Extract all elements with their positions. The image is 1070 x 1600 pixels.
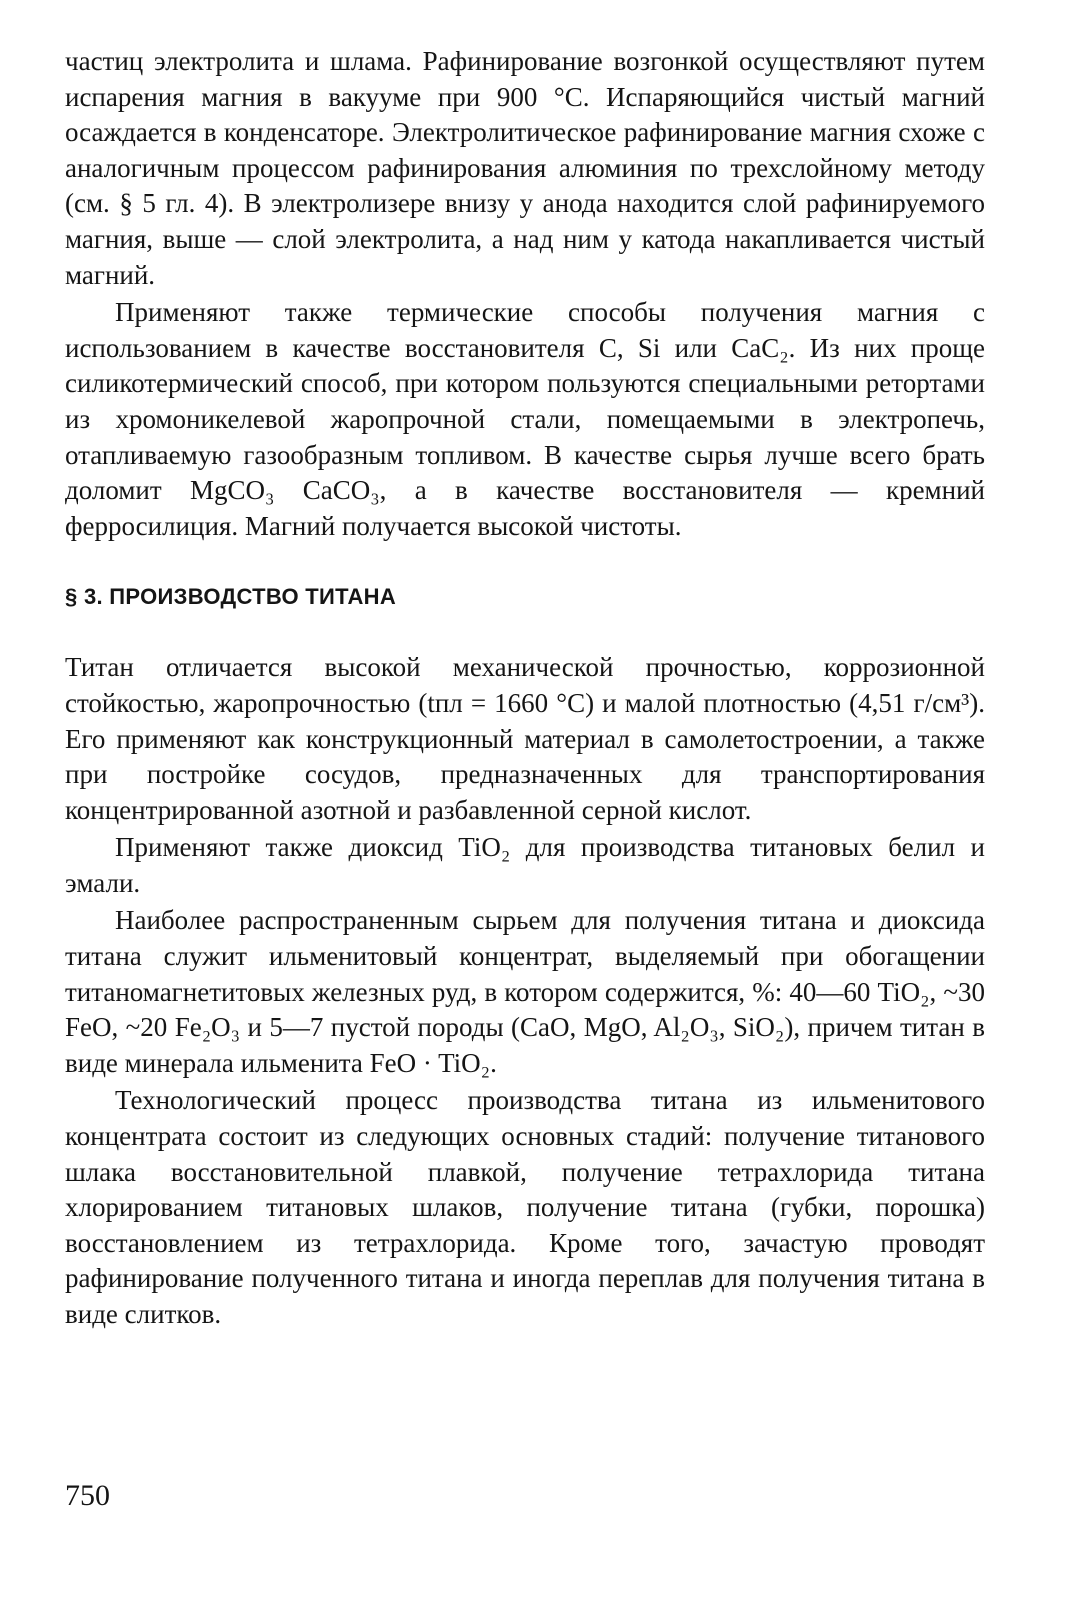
paragraph-process-stages: Технологический процесс производства титана из ильменитового концентрата состоит из следующих основных стадий: получение титанового шлака восстановительной плавкой, получение тетрахлорида титана хлорированием титановых шлаков, получение титана (губки, порошка) восстановлением из тетрахлорида. Кроме того, зачастую проводят рафинирование полученного титана и иногда переплав для получения титана в виде слитков. bbox=[65, 1085, 985, 1329]
page-number: 750 bbox=[65, 1479, 110, 1512]
section-heading: § 3. ПРОИЗВОДСТВО ТИТАНА bbox=[65, 584, 397, 610]
paragraph-raw-materials: Наиболее распространенным сырьем для получения титана и диоксида титана служит ильменитовый концентрат, выделяемый при обогащении титаномагнетитовых железных руд, в котором содержится, %: 40—60 TiO₂, ~30 FeO, ~20 Fe₂O₃ и 5—7 пустой породы (CaO, MgO, Al₂O₃, SiO₂), причем титан в виде минерала ильменита FeO · TiO₂. bbox=[65, 905, 985, 1078]
page-body bbox=[65, 44, 985, 1333]
paragraph-magnesium-refining: частиц электролита и шлама. Рафинирование возгонкой осуществляют путем испарения магния в вакууме при 900 °С. Испаряющийся чистый магний осаждается в конденсаторе. Электролитическое рафинирование магния схоже с аналогичным процессом рафинирования алюминия по трехслойному методу (см. § 5 гл. 4). В электролизере внизу у анода находится слой рафинируемого магния, выше — слой электролита, а над ним у катода накапливается чистый магний. bbox=[65, 46, 985, 290]
paragraph-thermal-methods: Применяют также термические способы получения магния с использованием в качестве восстановителя С, Si или CaC₂. Из них проще силикотермический способ, при котором пользуются специальными ретортами из хромоникелевой жаропрочной стали, помещаемыми в электропечь, отапливаемую газообразным топливом. В качестве сырья лучше всего брать доломит MgCO₃ CaCO₃, а в качестве восстановителя — кремний ферросилиция. Магний получается высокой чистоты. bbox=[65, 297, 985, 541]
paragraph-titanium-dioxide: Применяют также диоксид TiO₂ для производства титановых белил и эмали. bbox=[65, 832, 985, 898]
paragraph-titanium-properties: Титан отличается высокой механической прочностью, коррозионной стойкостью, жаропрочностью (tпл = 1660 °С) и малой плотностью (4,51 г/см³). Его применяют как конструкционный материал в самолетостроении, а также при постройке сосудов, предназначенных для транспортирования концентрированной азотной и разбавленной серной кислот. bbox=[65, 652, 985, 825]
